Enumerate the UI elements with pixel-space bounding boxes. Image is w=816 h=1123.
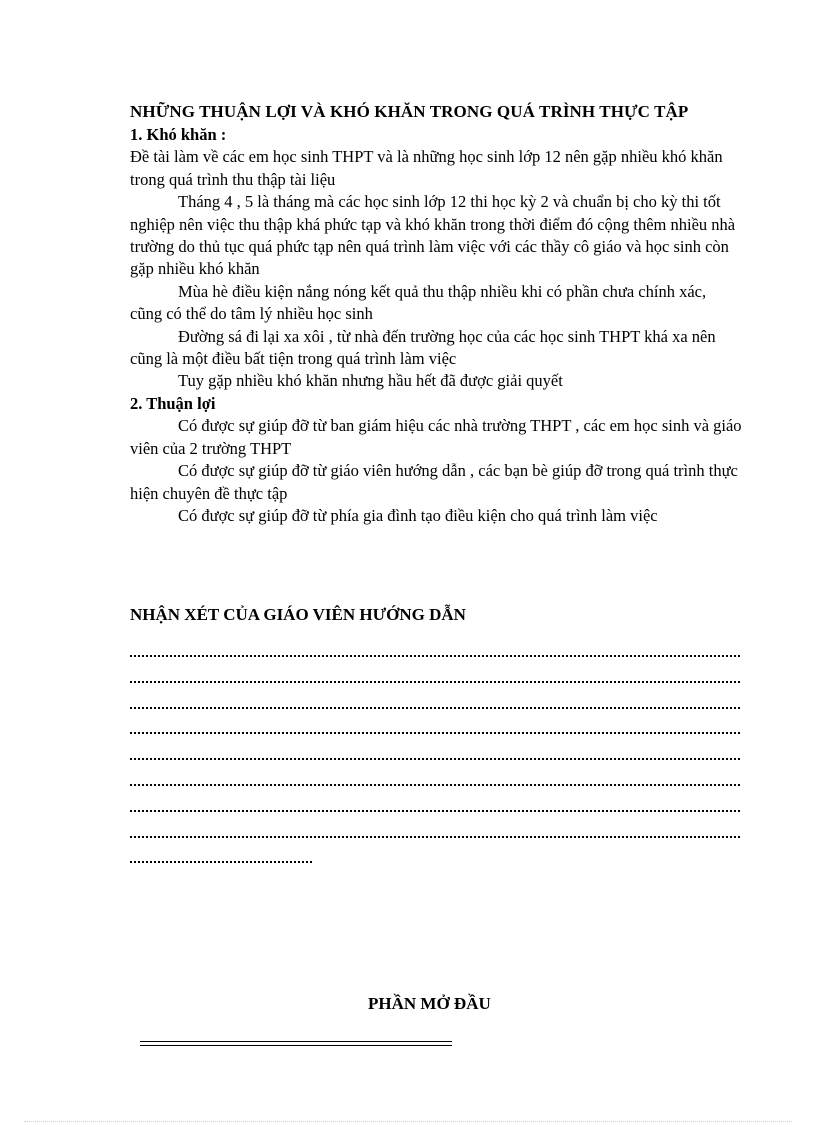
comment-line (130, 679, 740, 683)
double-rule-divider (140, 1041, 452, 1046)
comment-lines (130, 653, 742, 885)
advantages-heading: 2. Thuận lợi (130, 393, 216, 413)
advantage-paragraph: Có được sự giúp đỡ từ ban giám hiệu các nhà trường THPT , các em học sinh và giáo viên của 2 trường THPT (130, 416, 742, 458)
comment-line (130, 730, 740, 734)
page-bottom-divider (24, 1121, 792, 1122)
comment-line (130, 756, 740, 760)
comment-line (130, 653, 740, 657)
comment-line (130, 705, 740, 709)
part-title: PHẦN MỞ ĐẦU (368, 994, 491, 1013)
advantage-paragraph: Có được sự giúp đỡ từ phía gia đình tạo điều kiện cho quá trình làm việc (178, 505, 658, 525)
difficulty-paragraph: Tuy gặp nhiều khó khăn nhưng hầu hết đã được giải quyết (178, 371, 563, 391)
advantage-paragraph: Có được sự giúp đỡ từ giáo viên hướng dẫn , các bạn bè giúp đỡ trong quá trình thực hiện chuyên đề thực tập (130, 461, 738, 503)
difficulty-paragraph: Tháng 4 , 5 là tháng mà các học sinh lớp 12 thi học kỳ 2 và chuẩn bị cho kỳ thi tốt nghiệp nên việc thu thập khá phức tạp và khó khăn trong thời điểm đó cộng thêm nhiều nhà trường do thủ tục quá phức tạp nên quá trình làm việc với các thầy cô giáo và học sinh còn gặp nhiều khó khăn (130, 192, 736, 279)
comment-line (130, 782, 740, 786)
difficulty-paragraph: Đường sá đi lại xa xôi , từ nhà đến trường học của các học sinh THPT khá xa nên cũng là một điều bất tiện trong quá trình làm việc (130, 326, 716, 369)
difficulty-paragraph: Đề tài làm về các em học sinh THPT và là những học sinh lớp 12 nên gặp nhiều khó khăn trong quá trình thu thập tài liệu (130, 147, 723, 189)
comment-line (130, 808, 740, 812)
document-title: NHỮNG THUẬN LỢI VÀ KHÓ KHĂN TRONG QUÁ TRÌNH THỰC TẬP (130, 102, 689, 121)
difficulties-heading: 1. Khó khăn : (130, 125, 227, 144)
difficulties-section (130, 124, 742, 527)
difficulty-paragraph: Mùa hè điều kiện nắng nóng kết quả thu thập nhiều khi có phần chưa chính xác, cũng có thể do tâm lý nhiều học sinh (130, 281, 707, 324)
comment-line (130, 859, 312, 863)
comment-line (130, 834, 740, 838)
comment-title: NHẬN XÉT CỦA GIÁO VIÊN HƯỚNG DẪN (130, 605, 466, 624)
